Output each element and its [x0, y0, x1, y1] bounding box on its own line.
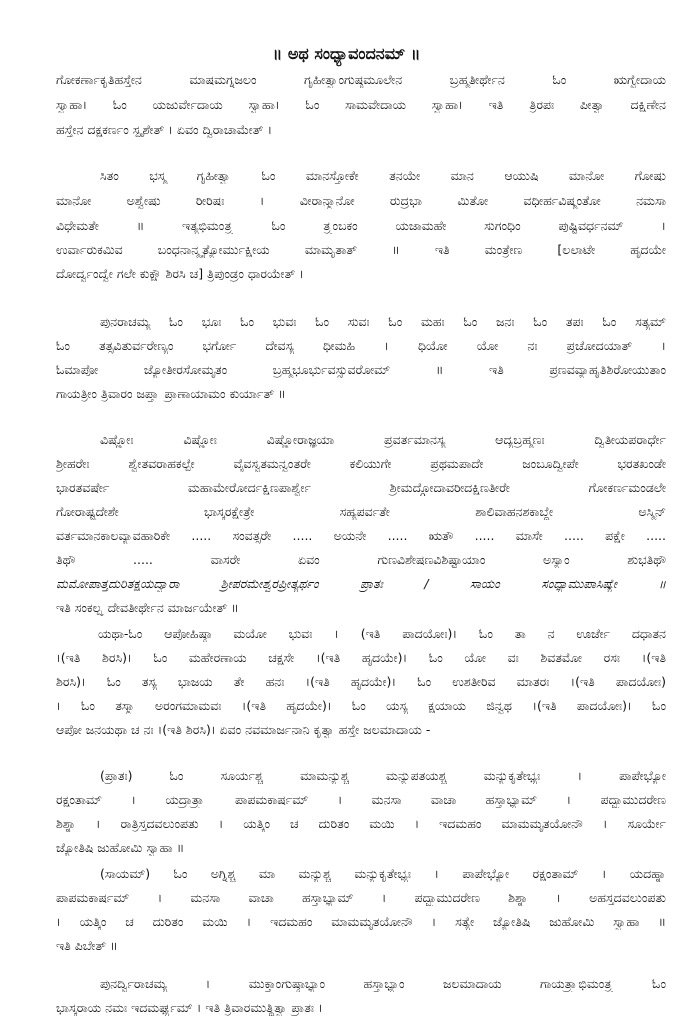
text-line: ಇತಿ ಸಂಕಲ್ಪ್ಯ ದೇವತೀರ್ಥೇನ ಮಾರ್ಜಯೇತ್ ॥ [56, 600, 239, 615]
text-line: (ಪ್ರಾತಃ) ಓಂ ಸೂರ್ಯಶ್ಚ ಮಾಮನ್ಯುಶ್ಚ ಮನ್ಯುಪತಯಶ್ಚ ಮನ್ಯುಕೃತೇಭ್ಯಃ । ಪಾಪೇಭ್ಯೋ [100, 768, 666, 783]
text-line: । ಯತ್ಕಿಂ ಚ ದುರಿತಂ ಮಯಿ । ಇದಮಹಂ ಮಾಮಮೃತಯೋನೌ । ಸತ್ಯೇ ಜ್ಯೋತಿಷಿ ಜುಹೋಮಿ ಸ್ವಾಹಾ ॥ [56, 914, 666, 929]
text-line: ಭಾಸ್ಕರಾಯ ನಮಃ ಇದಮರ್ಘ್ಯಮ್ । ಇತಿ ತ್ರಿವಾರಮುತ್ಥಿತ್ವಾ ಪ್ರಾತಃ । [56, 1000, 323, 1015]
page-title: ॥ ಅಥ ಸಂಧ್ಯಾವಂದನಮ್ ॥ [272, 44, 421, 63]
text-line: ಶಿಶ್ನಾ । ರಾತ್ರಿಸ್ತದವಲುಂಪತು । ಯತ್ಕಿಂ ಚ ದುರಿತಂ ಮಯಿ । ಇದಮಹಂ ಮಾಮಮೃತಯೋನೌ । ಸೂರ್ಯೇ [56, 816, 666, 831]
text-line: ತಿಥೌ ..... ವಾಸರೇ ಏವಂ ಗುಣವಿಶೇಷಣವಿಶಿಷ್ಟಾಯಾಂ ಅಸ್ಯಾಂ ಶುಭತಿಥೌ [56, 552, 666, 567]
text-line: ವಿಷ್ಣೋಃ ವಿಷ್ಣೋಃ ವಿಷ್ಣೋರಾಜ್ಞಯಾ ಪ್ರವರ್ತಮಾನಸ್ಯ ಆದ್ಯಬ್ರಹ್ಮಣಃ ದ್ವಿತೀಯಪರಾರ್ಧೇ [100, 432, 666, 447]
text-line: ವಿಧೇಮತೇ ॥ ಇತ್ಯಭಿಮಂತ್ರ್ಯ ಓಂ ತ್ರ್ಯಂಬಕಂ ಯಜಾಮಹೇ ಸುಗಂಧಿಂ ಪುಷ್ಟಿವರ್ಧನಮ್ । [56, 218, 666, 233]
text-line: ಗಾಯತ್ರೀಂ ತ್ರಿವಾರಂ ಜಪ್ತ್ವಾ ಪ್ರಾಣಾಯಾಮಂ ಕುರ್ಯಾತ್ ॥ [56, 386, 286, 401]
text-line: ದೋರ್ದ್ವಂದ್ವೇ ಗಲೇ ಕುಕ್ಷೌ ಶಿರಸಿ ಚ] ತ್ರಿಪುಂಡ್ರಂ ಧಾರಯೇತ್ । [56, 266, 304, 281]
text-line: ಮಮೋಪಾತ್ತದುರಿತಕ್ಷಯದ್ವಾರಾ ಶ್ರೀಪರಮೇಶ್ವರಪ್ರೀತ್ಯರ್ಥಂ ಪ್ರಾತಃ / ಸಾಯಂ ಸಂಧ್ಯಾಮುಪಾಸಿಷ್ಯೇ ॥ [56, 576, 666, 591]
text-line: ಗೋರಾಷ್ಟ್ರದೇಶೇ ಭಾಸ್ಕರಕ್ಷೇತ್ರೇ ಸಹ್ಯಪರ್ವತೇ ಶಾಲಿವಾಹನಶಕಾಬ್ದೇ ಅಸ್ಮಿನ್ [56, 504, 666, 519]
text-line: ।(ಇತಿ ಶಿರಸಿ)। ಓಂ ಮಹೇರಣಾಯ ಚಕ್ಷಸೇ ।(ಇತಿ ಹೃದಯೇ)। ಓಂ ಯೋ ವಃ ಶಿವತಮೋ ರಸಃ ।(ಇತಿ [56, 650, 666, 665]
text-line: ಸಿತಂ ಭಸ್ಮ ಗೃಹೀತ್ವಾ ಓಂ ಮಾನಸ್ತೋಕೇ ತನಯೇ ಮಾನ ಆಯುಷಿ ಮಾನೋ ಗೋಷು [100, 168, 666, 183]
text-line: (ಸಾಯಮ್) ಓಂ ಅಗ್ನಿಶ್ಚ ಮಾ ಮನ್ಯುಶ್ಚ ಮನ್ಯುಕೃತೇಭ್ಯಃ । ಪಾಪೇಭ್ಯೋ ರಕ್ಷಂತಾಮ್ । ಯದಹ್ನಾ [100, 866, 666, 881]
text-line: ಆಪೋ ಜನಯಥಾ ಚ ನಃ ।(ಇತಿ ಶಿರಸಿ)। ಏವಂ ನವಮಾರ್ಜನಾನಿ ಕೃತ್ವಾ ಹಸ್ತೇ ಜಲಮಾದಾಯ - [56, 722, 431, 737]
text-line: ರಕ್ಷಂತಾಮ್ । ಯದ್ರಾತ್ರ್ಯಾ ಪಾಪಮಕಾರ್ಷಮ್ । ಮನಸಾ ವಾಚಾ ಹಸ್ತಾಭ್ಯಾಮ್ । ಪದ್ಭ್ಯಾಮುದರೇಣ [56, 792, 666, 807]
text-line: ವರ್ತಮಾನಕಾಲವ್ಯಾವಹಾರಿಕೇ ..... ಸಂವತ್ಸರೇ ..... ಅಯನೇ ..... ಋತೌ ..... ಮಾಸೇ ..... ಪಕ್ಷೇ ..... [56, 528, 666, 543]
text-line: ಓಂ ತತ್ಸವಿತುರ್ವರೇಣ್ಯಂ ಭರ್ಗೋ ದೇವಸ್ಯ ಧೀಮಹಿ । ಧಿಯೋ ಯೋ ನಃ ಪ್ರಚೋದಯಾತ್ । [56, 338, 666, 353]
text-line: ಹಸ್ತೇನ ದಕ್ಷಕರ್ಣಂ ಸ್ಪೃಶೇತ್ । ಏವಂ ದ್ವಿರಾಚಾಮೇತ್ । [56, 122, 273, 137]
text-line: ಸ್ವಾಹಾ। ಓಂ ಯಜುರ್ವೇದಾಯ ಸ್ವಾಹಾ। ಓಂ ಸಾಮವೇದಾಯ ಸ್ವಾಹಾ। ಇತಿ ತ್ರಿರಪಃ ಪೀತ್ವಾ ದಕ್ಷಿಣೇನ [56, 97, 666, 112]
text-line: ಜ್ಯೋತಿಷಿ ಜುಹೋಮಿ ಸ್ವಾಹಾ ॥ [56, 840, 185, 855]
text-line: ಪುನರ್ದ್ವಿರಾಚಮ್ಯ । ಮುಕ್ತಾಂಗುಷ್ಠಾಭ್ಯಾಂ ಹಸ್ತಾಭ್ಯಾಂ ಜಲಮಾದಾಯ ಗಾಯತ್ರ್ಯಾಭಿಮಂತ್ರ್ಯ ಓಂ [100, 976, 666, 991]
text-line: ಮಾನೋ ಅಶ್ವೇಷು ರೀರಿಷಃ । ವೀರಾನ್ಮಾನೋ ರುದ್ರಭಾ ಮಿತೋ ವಧೀರ್ಹವಿಷ್ಮಂತೋ ನಮಸಾ [56, 193, 666, 208]
text-line: ಪಾಪಮಕಾರ್ಷಮ್ । ಮನಸಾ ವಾಚಾ ಹಸ್ತಾಭ್ಯಾಮ್ । ಪದ್ಭ್ಯಾಮುದರೇಣ ಶಿಶ್ನಾ । ಅಹಸ್ತದವಲುಂಪತು [56, 890, 666, 905]
text-line: ಯಥಾ-ಓಂ ಆಪೋಹಿಷ್ಠಾ ಮಯೋ ಭುವಃ । (ಇತಿ ಪಾದಯೋಃ)। ಓಂ ತಾ ನ ಊರ್ಜೇ ದಧಾತನ [98, 626, 666, 641]
text-line: ಭಾರತವರ್ಷೇ ಮಹಾಮೇರೋರ್ದಕ್ಷಿಣಪಾರ್ಶ್ವೇ ಶ್ರೀಮದ್ಗೋದಾವರೀದಕ್ಷಿಣತೀರೇ ಗೋಕರ್ಣಮಂಡಲೇ [56, 480, 666, 495]
text-line: ಶಿರಸಿ)। ಓಂ ತಸ್ಯ ಭಾಜಯ ತೇ ಹನಃ ।(ಇತಿ ಹೃದಯೇ)। ಓಂ ಉಶತೀರಿವ ಮಾತರಃ ।(ಇತಿ ಪಾದಯೋಃ) [56, 674, 666, 689]
text-line: ಓಮಾಪೋ ಜ್ಯೋತೀರಸೋಮೃತಂ ಬ್ರಹ್ಮಭೂರ್ಭುವಸ್ಸುವರೋಮ್ ॥ ಇತಿ ಪ್ರಣವವ್ಯಾಹೃತಿಶಿರೋಯುತಾಂ [56, 362, 666, 377]
text-line: ಗೋಕರ್ಣಾಕೃತಿಹಸ್ತೇನ ಮಾಷಮಗ್ನಜಲಂ ಗೃಹೀತ್ವಾಂಗುಷ್ಠಮೂಲೇನ ಬ್ರಹ್ಮತೀರ್ಥೇನ ಓಂ ಋಗ್ವೇದಾಯ [56, 72, 666, 87]
text-line: । ಓಂ ತಸ್ಮಾ ಅರಂಗಮಾಮವಃ ।(ಇತಿ ಹೃದಯೇ)। ಓಂ ಯಸ್ಯ ಕ್ಷಯಾಯ ಜಿನ್ವಥ ।(ಇತಿ ಪಾದಯೋಃ)। ಓಂ [56, 698, 666, 713]
text-line: ಉರ್ವಾರುಕಮಿವ ಬಂಧನಾನ್ಮೃತ್ಯೋರ್ಮುಕ್ಷೀಯ ಮಾಮೃತಾತ್ ॥ ಇತಿ ಮಂತ್ರೇಣ [ಲಲಾಟೇ ಹೃದಯೇ [56, 242, 666, 257]
text-line: ಶ್ರೀಹರೇಃ ಶ್ವೇತವರಾಹಕಲ್ಪೇ ವೈವಸ್ವತಮನ್ವಂತರೇ ಕಲಿಯುಗೇ ಪ್ರಥಮಪಾದೇ ಜಂಬೂದ್ವೀಪೇ ಭರತಖಂಡೇ [56, 456, 666, 471]
text-line: ಪುನರಾಚಮ್ಯ ಓಂ ಭೂಃ ಓಂ ಭುವಃ ಓಂ ಸುವಃ ಓಂ ಮಹಃ ಓಂ ಜನಃ ಓಂ ತಪಃ ಓಂ ಸತ್ಯಮ್ [100, 314, 666, 329]
text-line: ಇತಿ ಪಿಬೇತ್ ॥ [56, 938, 118, 953]
